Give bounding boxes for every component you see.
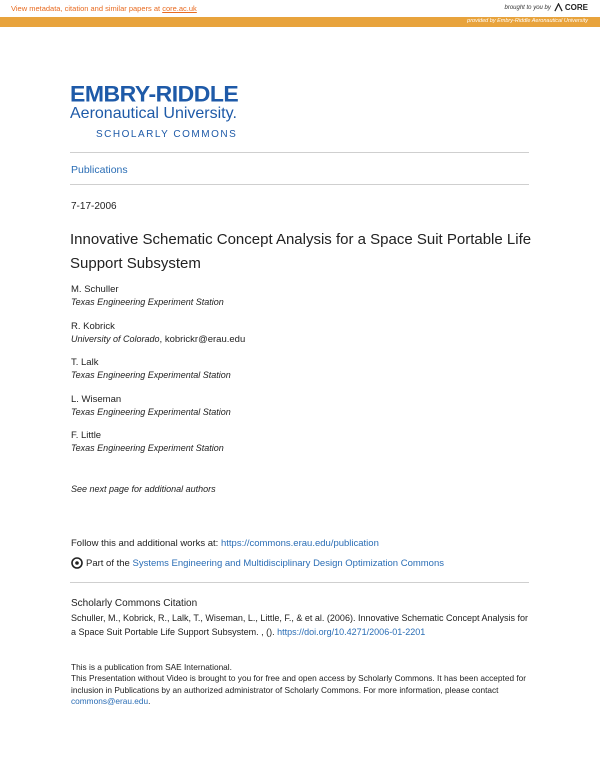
publication-source-note: This is a publication from SAE International. [71,662,232,672]
author-entry [71,320,245,346]
see-next-page-note: See next page for additional authors [71,484,216,494]
follow-line [71,538,379,549]
presentation-period: . [148,696,151,706]
provided-by-text: provided by Embry-Riddle Aeronautical University [467,18,588,24]
brought-by-text: brought to you by [504,4,551,11]
presentation-text: This Presentation without Video is brought to you for free and open access by Scholarly Commons. It has been accepted for inclusion in Publications by an authorized administrator of Scholarly Commons. For more information, please contact [71,673,527,695]
part-of-prefix: Part of the [86,557,133,569]
network-icon [71,557,83,569]
author-affiliation: Texas Engineering Experiment Station [71,443,224,453]
collection-link[interactable]: Publications [71,164,128,176]
core-brought-by [505,3,589,12]
divider [70,152,529,153]
divider [70,582,529,583]
author-name: R. Kobrick [71,321,115,332]
core-icon [554,3,563,12]
author-entry [71,429,224,455]
author-entry [71,356,231,382]
systems-engineering-commons-link[interactable]: Systems Engineering and Multidisciplinary Design Optimization Commons [132,557,445,569]
document-title: Innovative Schematic Concept Analysis for a Space Suit Portable Life Support Subsystem [70,231,532,272]
author-entry [71,283,224,309]
core-view-prefix: View metadata, citation and similar papers at [11,4,163,13]
presentation-notice [71,673,531,708]
logo-line-scholarly-commons: SCHOLARLY COMMONS [96,129,238,140]
part-of-line [71,557,444,569]
author-name: T. Lalk [71,357,99,368]
citation-heading: Scholarly Commons Citation [71,598,198,609]
provider-strip [0,17,600,27]
author-affiliation: Texas Engineering Experimental Station [71,370,231,380]
author-affiliation: Texas Engineering Experimental Station [71,407,231,417]
citation-body: Schuller, M., Kobrick, R., Lalk, T., Wiseman, L., Little, F., & et al. (2006). Innovative Schematic Concept Analysis for a Space Suit Portable Life Support Subsystem. , (). [71,613,529,637]
author-affiliation: Texas Engineering Experiment Station [71,297,224,307]
logo-line-embry-riddle: EMBRY-RIDDLE [70,81,239,107]
logo-line-aeronautical: Aeronautical University. [70,105,237,122]
core-banner [0,0,600,27]
author-name: M. Schuller [71,284,119,295]
erau-scholarly-commons-logo[interactable] [70,82,290,140]
core-ac-uk-link[interactable]: core.ac.uk [162,4,197,13]
publication-date: 7-17-2006 [71,201,117,212]
core-logo[interactable] [554,3,588,12]
author-name: F. Little [71,430,102,441]
follow-prefix: Follow this and additional works at: [71,538,221,549]
author-name: L. Wiseman [71,394,122,405]
doi-link[interactable]: https://doi.org/10.4271/2006-01-2201 [277,626,426,637]
author-affiliation: University of Colorado [71,334,160,344]
author-email: , kobrickr@erau.edu [159,334,246,345]
contact-email-link[interactable]: commons@erau.edu [71,696,149,706]
citation-text [71,612,531,639]
core-label: CORE [564,3,588,12]
divider [70,184,529,185]
core-view-link[interactable] [11,4,197,13]
author-entry [71,393,231,419]
commons-publication-link[interactable]: https://commons.erau.edu/publication [220,538,379,549]
